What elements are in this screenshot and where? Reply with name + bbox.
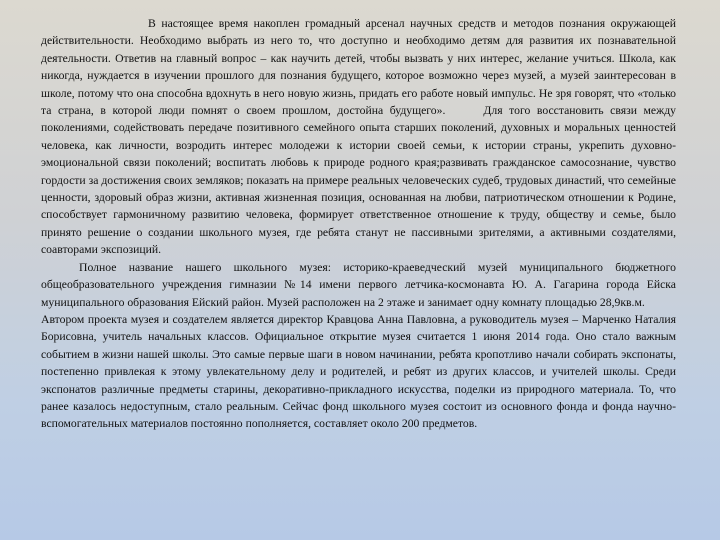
paragraph-museum-history: Автором проекта музея и создателем является директор Кравцова Анна Павловна, а руководитель музея – Марченко Наталия Борисовна, учитель начальных классов. Официальное открытие музея считается 1 июня 2014 года. Оно стало важным событием в жизни нашей школы. Это самые первые шаги в новом начинании, ребята кропотливо начали собирать экспонаты, постепенно привлекая к этому увлекательному делу и родителей, и ребят из других классов, и учителей школы. Среди экспонатов различные предметы старины, декоративно-прикладного искусства, поделки из природного материала. То, что ранее казалось недоступным, стало реальным. Сейчас фонд школьного музея состоит из основного фонда и фонда научно-вспомогательных материалов постоянно пополняется, составляет около 200 предметов.: [41, 312, 676, 431]
document-text: [41, 15, 676, 433]
paragraph-intro: [41, 15, 676, 259]
paragraph-intro-part-2: Для того восстановить связи между поколениями, содействовать передаче позитивного семейного опыта старших поколений, духовных и моральных ценностей человека, как личности, возродить интерес молодежи к истории своей семьи, к истории страны, укрепить духовно-эмоциональной связи поколений; воспитать любовь к природе родного края;развивать гражданское самосознание, чувство гордости за достижения своих земляков; показать на примере реальных человеческих судеб, трудовых династий, что семейные ценности, здоровый образ жизни, активная жизненная позиция, основанная на любви, патриотическом отношении к Родине, способствует гармоничному развитию человека, формирует ответственное отношение к труду, обществу и семье, было принято решение о создании школьного музея, где ребята станут не пассивными зрителями, а активными создателями, соавторами экспозиций.: [41, 104, 676, 257]
paragraph-intro-part-1: В настоящее время накоплен громадный арсенал научных средств и методов познания окружающей действительности. Необходимо выбрать из него то, что доступно и необходимо детям для развития их познавательной деятельности. Ответив на главный вопрос – как научить детей, чтобы вызвать у них интерес, желание учиться. Школа, как никогда, нуждается в изучении прошлого для познания будущего, которое возможно через музей, а музей заинтересован в школе, потому что она способна вдохнуть в него новую жизнь, придать его работе новый импульс. Не зря говорят, что «только та страна, в которой люди помнят о своем прошлом, достойна будущего».: [41, 17, 676, 118]
paragraph-museum-name: Полное название нашего школьного музея: историко-краеведческий музей муниципального бюджетного общеобразовательного учреждения гимназии №14 имени первого летчика-космонавта Ю. А. Гагарина города Ейска муниципального образования Ейский район. Музей расположен на 2 этаже и занимает одну комнату площадью 28,9кв.м.: [41, 260, 676, 309]
